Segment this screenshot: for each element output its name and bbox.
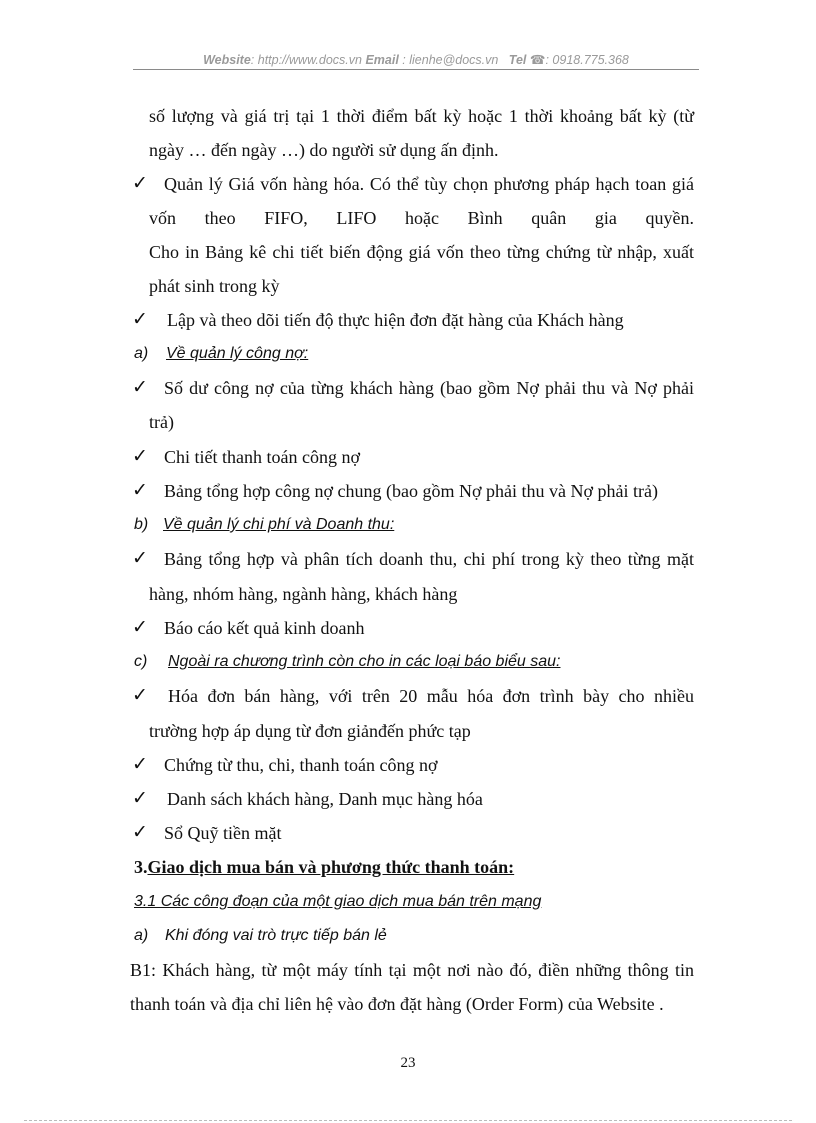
footer-divider — [24, 1120, 792, 1121]
tel-value: : 0918.775.368 — [545, 53, 629, 67]
body-line: B1: Khách hàng, từ một máy tính tại một nơi nào đó, điền những thông tin — [130, 960, 694, 980]
body-line: số lượng và giá trị tại 1 thời điểm bất kỳ hoặc 1 thời khoảng bất kỳ (từ — [149, 106, 694, 126]
list-marker: c) — [134, 653, 148, 670]
subsection-title: Về quản lý chi phí và Doanh thu: — [163, 516, 395, 533]
check-icon: ✓ — [132, 173, 148, 194]
check-icon: ✓ — [132, 617, 148, 638]
section-title: Giao dịch mua bán và phương thức thanh toán: — [147, 857, 515, 877]
check-icon: ✓ — [132, 480, 148, 501]
body-line: Lập và theo dõi tiến độ thực hiện đơn đặt hàng của Khách hàng — [167, 310, 624, 330]
subsection-title: Về quản lý công nợ: — [166, 345, 309, 362]
check-icon: ✓ — [132, 822, 148, 843]
page-header — [133, 52, 699, 67]
body-line: trường hợp áp dụng từ đơn giảnđến phức tạp — [149, 721, 471, 741]
body-line: Quản lý Giá vốn hàng hóa. Có thể tùy chọn phương pháp hạch toan giá — [164, 174, 694, 194]
body-line: Báo cáo kết quả kinh doanh — [164, 618, 365, 638]
body-line: Danh sách khách hàng, Danh mục hàng hóa — [167, 789, 483, 809]
email-value: : lienhe@docs.vn — [398, 53, 499, 67]
check-icon: ✓ — [132, 377, 148, 398]
phone-icon: ☎ — [529, 53, 546, 67]
email-label: Email — [365, 53, 399, 67]
subsection-item: Khi đóng vai trò trực tiếp bán lẻ — [165, 927, 387, 944]
body-line: Cho in Bảng kê chi tiết biến động giá vốn theo từng chứng từ nhập, xuất — [149, 242, 694, 262]
page-number: 23 — [400, 1055, 416, 1071]
tel-label: Tel — [508, 53, 527, 67]
list-marker: a) — [134, 345, 149, 362]
section-number: 3. — [134, 857, 148, 877]
check-icon: ✓ — [132, 446, 148, 467]
body-line: ngày … đến ngày …) do người sử dụng ấn định. — [149, 140, 499, 160]
section-heading — [134, 856, 514, 878]
body-line: Chi tiết thanh toán công nợ — [164, 447, 360, 467]
list-marker: a) — [134, 927, 149, 944]
subsection-heading: 3.1 Các công đoạn của một giao dịch mua bán trên mạng — [134, 893, 542, 910]
body-line: hàng, nhóm hàng, ngành hàng, khách hàng — [149, 584, 458, 604]
body-line: thanh toán và địa chỉ liên hệ vào đơn đặt hàng (Order Form) của Website . — [130, 994, 664, 1014]
check-icon: ✓ — [132, 754, 148, 775]
body-line: Chứng từ thu, chi, thanh toán công nợ — [164, 755, 438, 775]
body-line: Hóa đơn bán hàng, với trên 20 mẫu hóa đơn trình bày cho nhiều — [168, 686, 694, 706]
check-icon: ✓ — [132, 788, 148, 809]
header-divider — [133, 69, 699, 70]
body-line: Số dư công nợ của từng khách hàng (bao gồm Nợ phải thu và Nợ phải — [164, 378, 694, 398]
body-line: Sổ Quỹ tiền mặt — [164, 823, 282, 843]
body-line: phát sinh trong kỳ — [149, 276, 280, 296]
subsection-title: Ngoài ra chương trình còn cho in các loại báo biểu sau: — [168, 653, 561, 670]
website-label: Website — [203, 53, 251, 67]
website-value: : http://www.docs.vn — [250, 53, 362, 67]
list-marker: b) — [134, 516, 149, 533]
body-line: trả) — [149, 412, 174, 432]
body-line: vốn theo FIFO, LIFO hoặc Bình quân gia quyền. — [149, 208, 694, 228]
check-icon: ✓ — [132, 685, 148, 706]
check-icon: ✓ — [132, 309, 148, 330]
body-line: Bảng tổng hợp và phân tích doanh thu, chi phí trong kỳ theo từng mặt — [164, 549, 694, 569]
check-icon: ✓ — [132, 548, 148, 569]
body-line: Bảng tổng hợp công nợ chung (bao gồm Nợ phải thu và Nợ phải trả) — [164, 481, 658, 501]
